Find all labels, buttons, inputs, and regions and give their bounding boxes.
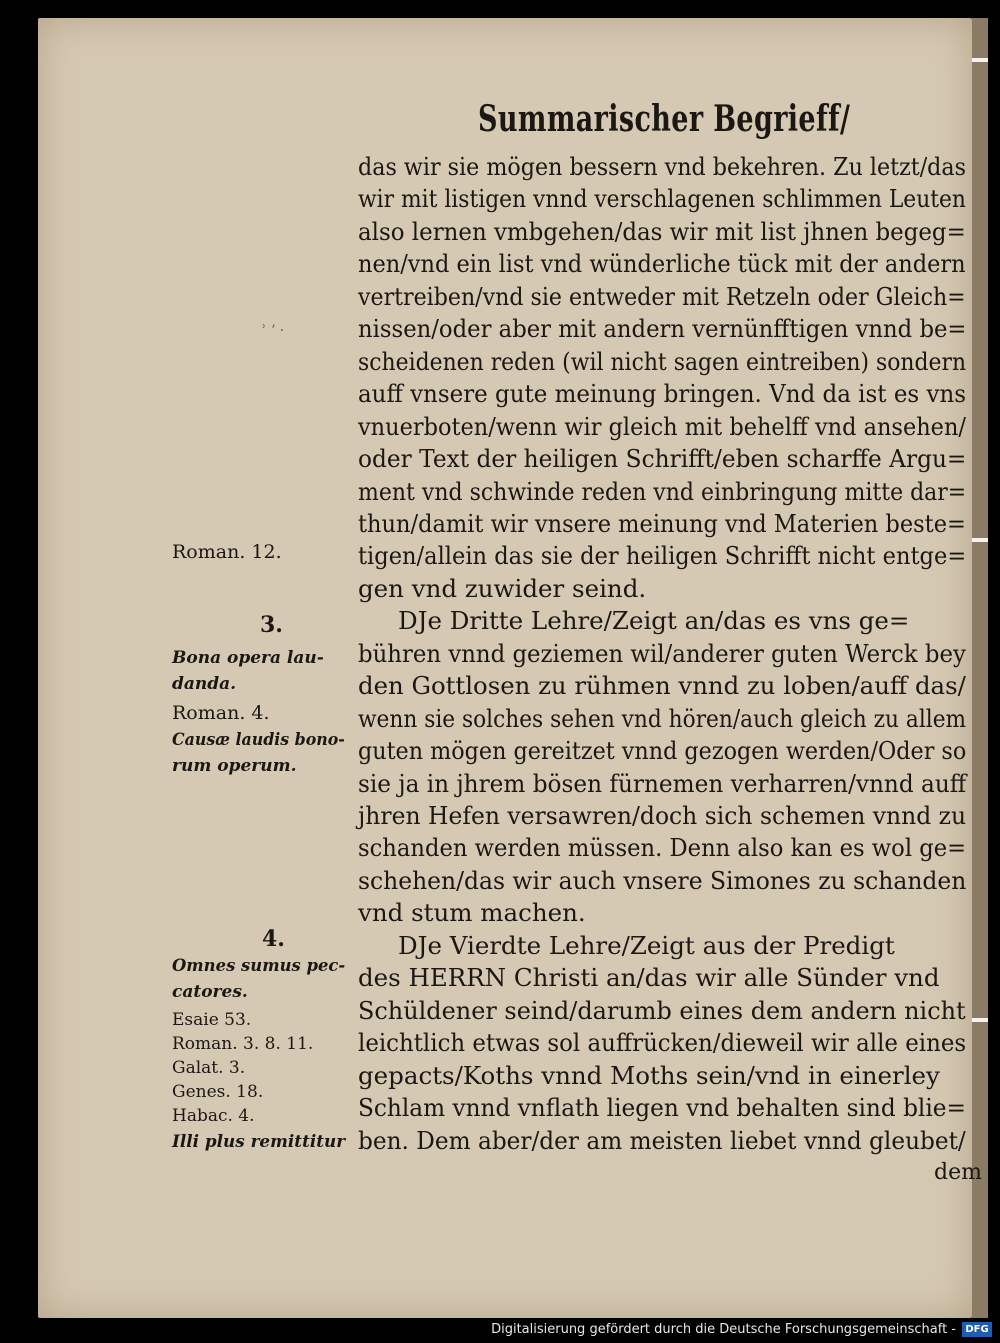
margin-note-roman4: Roman. 4. [172, 702, 270, 724]
margin-note-number-4: 4. [262, 926, 285, 952]
body-line: oder Text der heiligen Schrifft/eben scharffe Argu= [358, 444, 967, 474]
margin-note-roman12: Roman. 12. [172, 541, 282, 563]
body-line: ben. Dem aber/der am meisten liebet vnnd gleubet/ [358, 1125, 966, 1155]
body-line: DJe Dritte Lehre/Zeigt an/das es vns ge= [398, 606, 910, 636]
body-line: Schlam vnnd vnflath liegen vnd behalten sind blie= [358, 1093, 966, 1123]
margin-note-causae-cont: rum operum. [172, 756, 297, 776]
body-line: also lernen vmbgehen/das wir mit list jhnen begeg= [358, 216, 966, 246]
body-line: leichtlich etwas sol auffrücken/dieweil wir alle eines [358, 1028, 967, 1058]
body-line: auff vnsere gute meinung bringen. Vnd da ist es vns [358, 379, 967, 409]
margin-note-omnes-cont: catores. [172, 982, 248, 1002]
body-line: vnd stum machen. [358, 898, 586, 928]
margin-note-illi: Illi plus remittitur [172, 1132, 346, 1152]
body-line: Schüldener seind/darumb eines dem andern nicht [358, 995, 966, 1025]
margin-note-bona-cont: danda. [172, 674, 237, 694]
body-line: des HERRN Christi an/das wir alle Sünder vnd [358, 963, 940, 993]
body-line: sie ja in jhrem bösen fürnemen verharren/vnnd auff [358, 768, 967, 798]
body-line: nen/vnd ein list vnd wünderliche tück mit der andern [358, 249, 966, 279]
body-line: gepacts/Koths vnnd Moths sein/vnd in einerley [358, 1060, 940, 1090]
body-line: guten mögen gereitzet vnnd gezogen werden/Oder so [358, 736, 967, 766]
funding-credit: Digitalisierung gefördert durch die Deutsche Forschungsgemeinschaft - [491, 1322, 956, 1337]
body-line: scheidenen reden (wil nicht sagen eintreiben) sondern [358, 346, 967, 376]
margin-note-causae: Causæ laudis bono- [172, 730, 345, 750]
body-line: jhren Hefen versawren/doch sich schemen vnnd zu [358, 801, 967, 830]
body-line: vnuerboten/wenn wir gleich mit behelff vnd ansehen/ [358, 411, 966, 441]
margin-note-galat: Galat. 3. [172, 1058, 246, 1078]
margin-note-esaie: Esaie 53. [172, 1010, 252, 1030]
edge-mark [972, 58, 988, 62]
margin-note-roman3: Roman. 3. 8. 11. [172, 1034, 314, 1054]
footer-bar [0, 1318, 1000, 1343]
body-line: tigen/allein das sie der heiligen Schrifft nicht entge= [358, 541, 967, 571]
body-line: vertreiben/vnd sie entweder mit Retzeln oder Gleich= [358, 281, 966, 311]
body-line: das wir sie mögen bessern vnd bekehren. Zu letzt/das [358, 152, 967, 181]
dfg-logo: DFG [962, 1322, 992, 1337]
body-line: gen vnd zuwider seind. [358, 573, 647, 603]
margin-note-number-3: 3. [260, 612, 283, 638]
margin-note-omnes: Omnes sumus pec- [172, 956, 346, 976]
body-line: thun/damit wir vnsere meinung vnd Materien beste= [358, 508, 966, 538]
margin-note-genes: Genes. 18. [172, 1082, 264, 1102]
body-line: wenn sie solches sehen vnd hören/auch gleich zu allem [358, 703, 967, 733]
margin-note-bona: Bona opera lau- [172, 648, 324, 668]
body-line: bühren vnnd geziemen wil/anderer guten Werck bey [358, 638, 966, 668]
body-line: schanden werden müssen. Denn also kan es wol ge= [358, 833, 967, 863]
margin-note-habac: Habac. 4. [172, 1106, 255, 1126]
body-line: DJe Vierdte Lehre/Zeigt aus der Predigt [398, 930, 895, 960]
body-line: ment vnd schwinde reden vnd einbringung mitte dar= [358, 476, 967, 506]
body-line: schehen/das wir auch vnsere Simones zu schanden [358, 865, 967, 895]
stray-mark: ʾ ʼ · [262, 323, 285, 339]
edge-mark [972, 1018, 988, 1022]
body-line: den Gottlosen zu rühmen vnnd zu loben/auff das/ [358, 671, 966, 701]
body-line: wir mit listigen vnnd verschlagenen schlimmen Leuten [358, 184, 966, 214]
running-head: Summarischer Begrieff/ [478, 98, 851, 140]
page-edge-strip [972, 18, 988, 1318]
edge-mark [972, 538, 988, 542]
body-line: nissen/oder aber mit andern vernünfftigen vnnd be= [358, 314, 967, 344]
catchword: dem [934, 1160, 982, 1185]
